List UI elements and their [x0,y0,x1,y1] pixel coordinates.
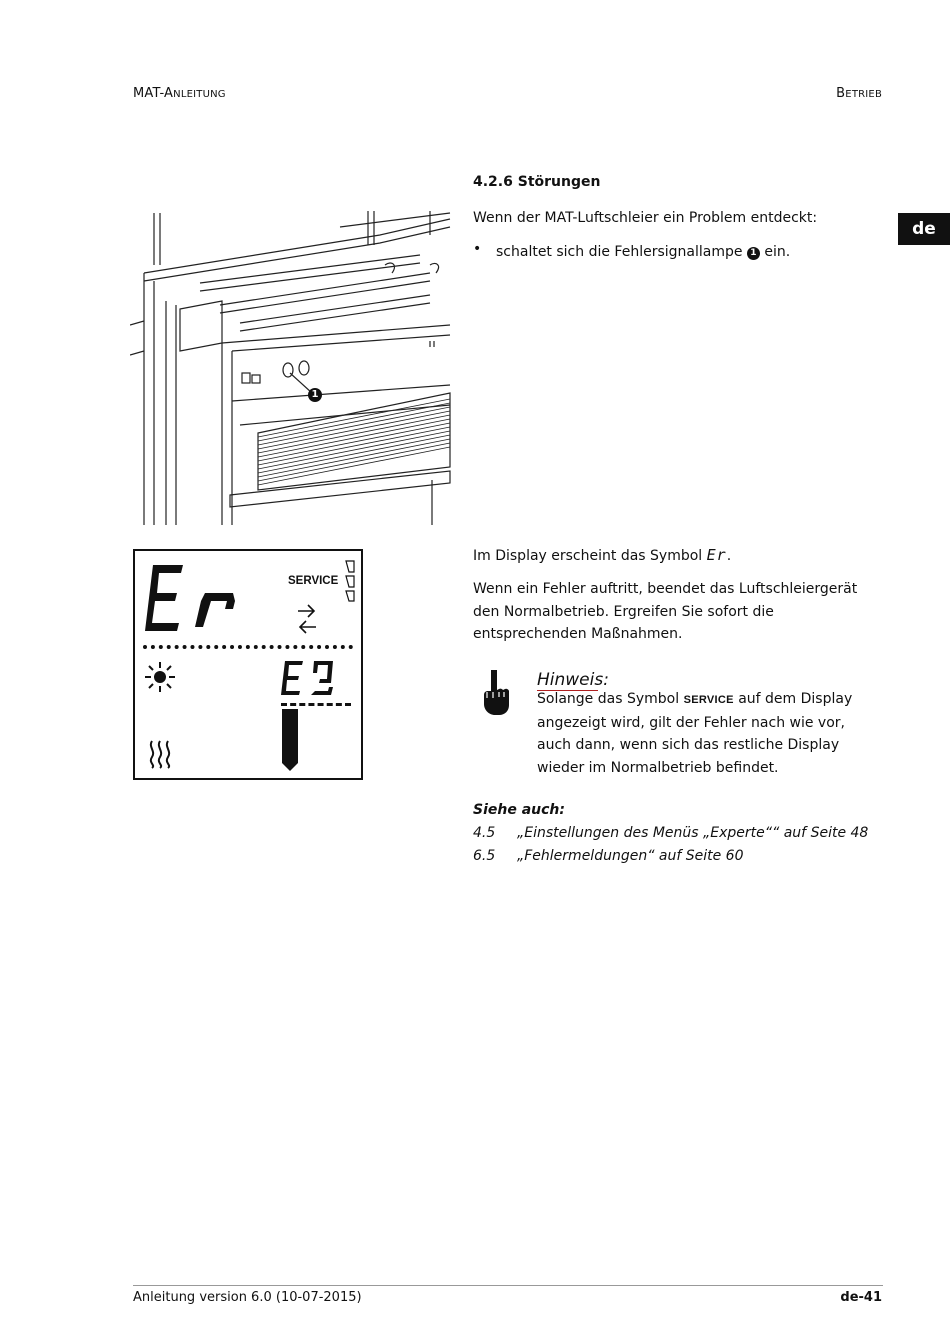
bullet-dot: • [473,241,482,257]
header-right-initial: B [836,86,846,101]
display-text-after: . [726,548,732,564]
dash-row [281,703,351,706]
see-also-title: Siehe auch: [473,802,565,818]
header-left-rest: NLEITUNG [173,89,226,100]
error-code-display [281,659,337,699]
section-intro: Wenn der MAT-Luftschleier ein Problem entdeckt: [473,210,818,226]
level-bar-icon [280,707,300,771]
header-right [836,86,882,101]
language-tab: de [898,213,950,245]
device-illustration [130,205,452,533]
heating-icon [147,739,175,769]
er-segment-symbol [143,561,243,637]
see-also-item[interactable] [473,845,744,868]
level-indicator-icon [343,559,357,603]
bullet-text-after: ein. [764,244,791,260]
see-also-link[interactable]: „Einstellungen des Menüs „Experte““ auf Seite 48 [517,825,869,841]
lcd-display [133,549,363,780]
see-also-number: 6.5 [473,848,496,864]
note-text-after: auf dem Display angezeigt wird, gilt der Fehler nach wie vor, auch dann, wenn sich das restliche Display wieder im Normalbetrieb befindet. [537,691,853,776]
display-sentence [473,544,873,568]
footer-divider [133,1285,883,1286]
header-right-rest: ETRIEB [845,89,882,100]
bullet-text-before: schaltet sich die Fehlersignallampe [496,244,743,260]
callout-marker: 1 [308,388,322,402]
dotted-separator [143,645,353,649]
exchange-arrows-icon [295,603,319,637]
callout-marker-inline: 1 [747,247,760,260]
see-also-number: 4.5 [473,825,496,841]
header-left [133,86,226,101]
display-text-before: Im Display erscheint das Symbol [473,548,703,564]
bullet-item [496,241,790,264]
note-text-before: Solange das Symbol [537,691,680,707]
note-title: Hinweis: [537,670,609,690]
sun-icon [144,661,176,693]
service-label: SERVICE [288,575,339,587]
see-also-link[interactable]: „Fehlermeldungen“ auf Seite 60 [517,848,744,864]
footer-version: Anleitung version 6.0 (10-07-2015) [133,1290,362,1305]
service-symbol-inline: SERVICE [683,694,734,706]
er-symbol-inline: Er [706,546,727,564]
page-number: de-41 [840,1290,882,1305]
see-also-item[interactable] [473,822,868,845]
section-title: 4.2.6 Störungen [473,174,601,190]
header-left-initial: MAT-A [133,86,174,101]
pointing-hand-icon [478,668,512,716]
note-body [537,688,877,779]
error-paragraph: Wenn ein Fehler auftritt, beendet das Luftschleiergerät den Normalbetrieb. Ergreifen Sie sofort die entsprechenden Maßnahmen. [473,581,858,642]
